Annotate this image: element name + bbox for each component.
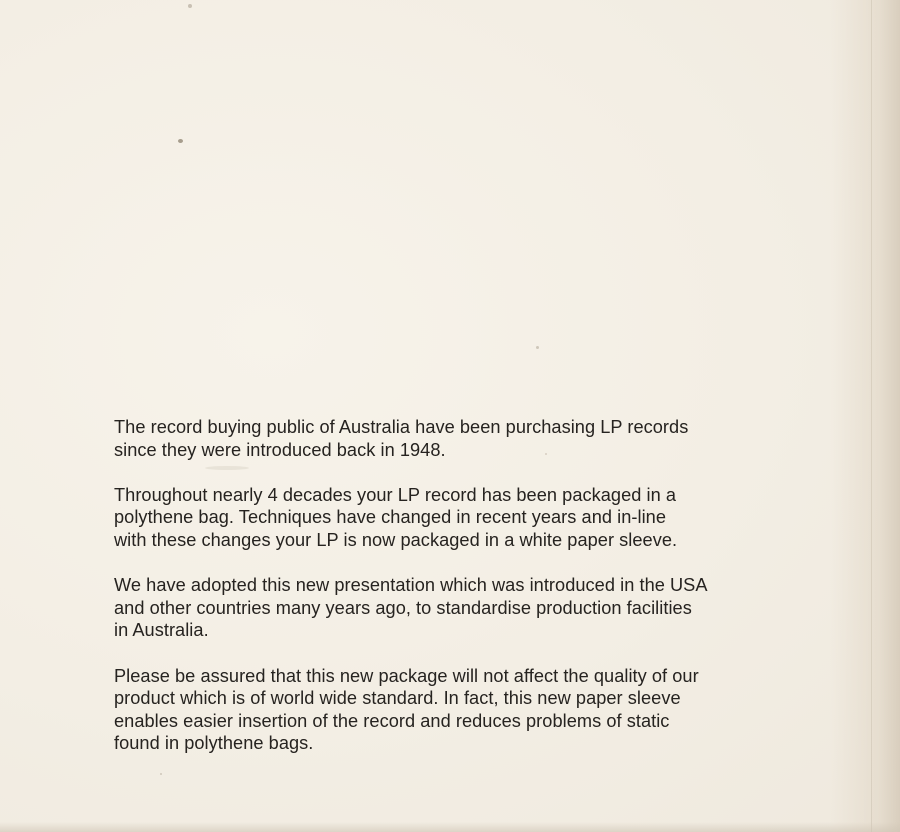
notice-paragraph-packaging-change: Throughout nearly 4 decades your LP record has been packaged in a polythene bag. Techniques have changed in recent years and in-line with these changes your LP is now packaged in a white paper sleeve. bbox=[114, 484, 678, 550]
paper-speck bbox=[536, 346, 539, 349]
notice-paragraph-standardisation: We have adopted this new presentation which was introduced in the USA and other countries many years ago, to standardise production facilities in Australia. bbox=[114, 575, 708, 641]
notice-paragraph-quality-assurance: Please be assured that this new package will not affect the quality of our product which is of world wide standard. In fact, this new paper sleeve enables easier insertion of the record and reduces problems of static found in polythene bags. bbox=[114, 665, 699, 754]
sleeve-right-edge-shadow bbox=[830, 0, 900, 832]
paper-speck bbox=[178, 139, 183, 143]
sleeve-bottom-edge-shadow bbox=[0, 822, 900, 832]
notice-paragraph-history: The record buying public of Australia have been purchasing LP records since they were introduced back in 1948. bbox=[114, 417, 689, 460]
sleeve-fold-line bbox=[871, 0, 872, 832]
paper-speck bbox=[160, 773, 162, 775]
paper-speck bbox=[188, 4, 192, 8]
packaging-notice bbox=[114, 416, 814, 755]
